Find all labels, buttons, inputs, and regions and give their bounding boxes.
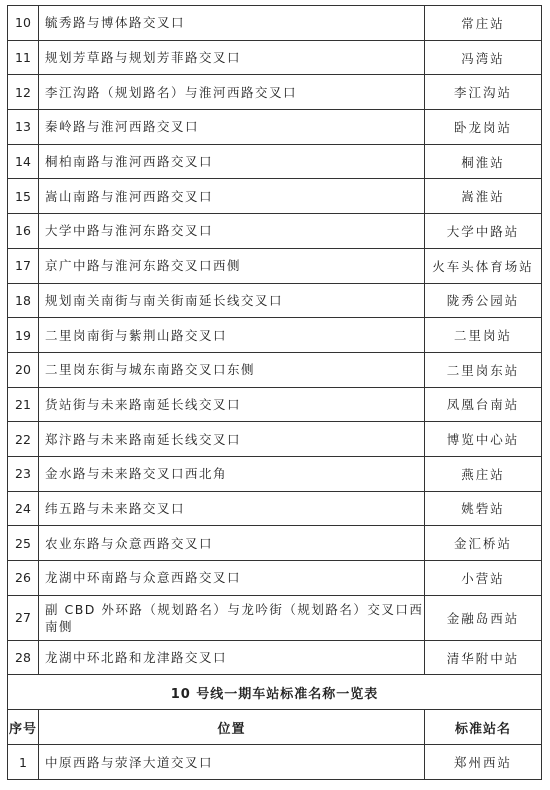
table-row: [8, 640, 542, 675]
row-location: 桐柏南路与淮河西路交叉口: [39, 144, 425, 179]
station-name-table: [7, 5, 542, 780]
row-location: 规划芳草路与规划芳菲路交叉口: [39, 40, 425, 75]
row-number: 14: [8, 144, 39, 179]
row-location: 龙湖中环北路和龙津路交叉口: [39, 640, 425, 675]
row-location: 大学中路与淮河东路交叉口: [39, 214, 425, 249]
row-station: 金融岛西站: [425, 595, 542, 640]
table-row: [8, 595, 542, 640]
row-location: 二里岗南街与紫荆山路交叉口: [39, 318, 425, 353]
table-row: [8, 110, 542, 145]
table-row: [8, 248, 542, 283]
row-location: 二里岗东街与城东南路交叉口东侧: [39, 352, 425, 387]
table-row: [8, 214, 542, 249]
column-header-location: 位置: [39, 710, 425, 745]
row-station: 姚砦站: [425, 491, 542, 526]
row-number: 22: [8, 422, 39, 457]
row-location: 货站街与未来路南延长线交叉口: [39, 387, 425, 422]
row-station: 大学中路站: [425, 214, 542, 249]
table-row: [8, 75, 542, 110]
row-number: 19: [8, 318, 39, 353]
row-location: 金水路与未来路交叉口西北角: [39, 456, 425, 491]
row-station: 小营站: [425, 561, 542, 596]
column-header-station: 标准站名: [425, 710, 542, 745]
row-location: 李江沟路（规划路名）与淮河西路交叉口: [39, 75, 425, 110]
row-station: 博览中心站: [425, 422, 542, 457]
row-location: 纬五路与未来路交叉口: [39, 491, 425, 526]
column-header-row: [8, 710, 542, 745]
row-number: 15: [8, 179, 39, 214]
row-station: 二里岗东站: [425, 352, 542, 387]
table-row: [8, 526, 542, 561]
table-row: [8, 745, 542, 780]
row-location: 规划南关南街与南关街南延长线交叉口: [39, 283, 425, 318]
row-station: 清华附中站: [425, 640, 542, 675]
row-station: 常庄站: [425, 6, 542, 41]
row-location: 中原西路与荥泽大道交叉口: [39, 745, 425, 780]
table-row: [8, 283, 542, 318]
table-row: [8, 40, 542, 75]
row-location: 郑汴路与未来路南延长线交叉口: [39, 422, 425, 457]
section-title-row: [8, 675, 542, 710]
row-number: 21: [8, 387, 39, 422]
row-number: 11: [8, 40, 39, 75]
row-station: 郑州西站: [425, 745, 542, 780]
table-row: [8, 144, 542, 179]
row-number: 25: [8, 526, 39, 561]
row-station: 燕庄站: [425, 456, 542, 491]
section-title: 10 号线一期车站标准名称一览表: [8, 675, 542, 710]
row-station: 凤凰台南站: [425, 387, 542, 422]
row-station: 陇秀公园站: [425, 283, 542, 318]
table-row: [8, 387, 542, 422]
row-number: 27: [8, 595, 39, 640]
row-number: 26: [8, 561, 39, 596]
row-number: 18: [8, 283, 39, 318]
row-station: 卧龙岗站: [425, 110, 542, 145]
column-header-no: 序号: [8, 710, 39, 745]
row-number: 12: [8, 75, 39, 110]
table-row: [8, 179, 542, 214]
table-body-line-continued: [8, 6, 542, 675]
row-location: 毓秀路与博体路交叉口: [39, 6, 425, 41]
table-row: [8, 352, 542, 387]
row-number: 23: [8, 456, 39, 491]
section-header: [8, 675, 542, 745]
table-row: [8, 456, 542, 491]
table-row: [8, 491, 542, 526]
table-body-line-10: [8, 745, 542, 780]
row-number: 28: [8, 640, 39, 675]
table-row: [8, 6, 542, 41]
row-number: 10: [8, 6, 39, 41]
row-number: 17: [8, 248, 39, 283]
row-station: 金汇桥站: [425, 526, 542, 561]
row-station: 冯湾站: [425, 40, 542, 75]
row-location: 副 CBD 外环路（规划路名）与龙吟街（规划路名）交叉口西南侧: [39, 595, 425, 640]
table-row: [8, 422, 542, 457]
row-location: 京广中路与淮河东路交叉口西侧: [39, 248, 425, 283]
row-station: 二里岗站: [425, 318, 542, 353]
row-number: 13: [8, 110, 39, 145]
row-location: 秦岭路与淮河西路交叉口: [39, 110, 425, 145]
row-station: 桐淮站: [425, 144, 542, 179]
row-location: 农业东路与众意西路交叉口: [39, 526, 425, 561]
row-station: 火车头体育场站: [425, 248, 542, 283]
row-number: 20: [8, 352, 39, 387]
table-row: [8, 318, 542, 353]
row-number: 16: [8, 214, 39, 249]
row-station: 嵩淮站: [425, 179, 542, 214]
row-location: 嵩山南路与淮河西路交叉口: [39, 179, 425, 214]
row-number: 24: [8, 491, 39, 526]
row-station: 李江沟站: [425, 75, 542, 110]
row-location: 龙湖中环南路与众意西路交叉口: [39, 561, 425, 596]
table-row: [8, 561, 542, 596]
row-number: 1: [8, 745, 39, 780]
